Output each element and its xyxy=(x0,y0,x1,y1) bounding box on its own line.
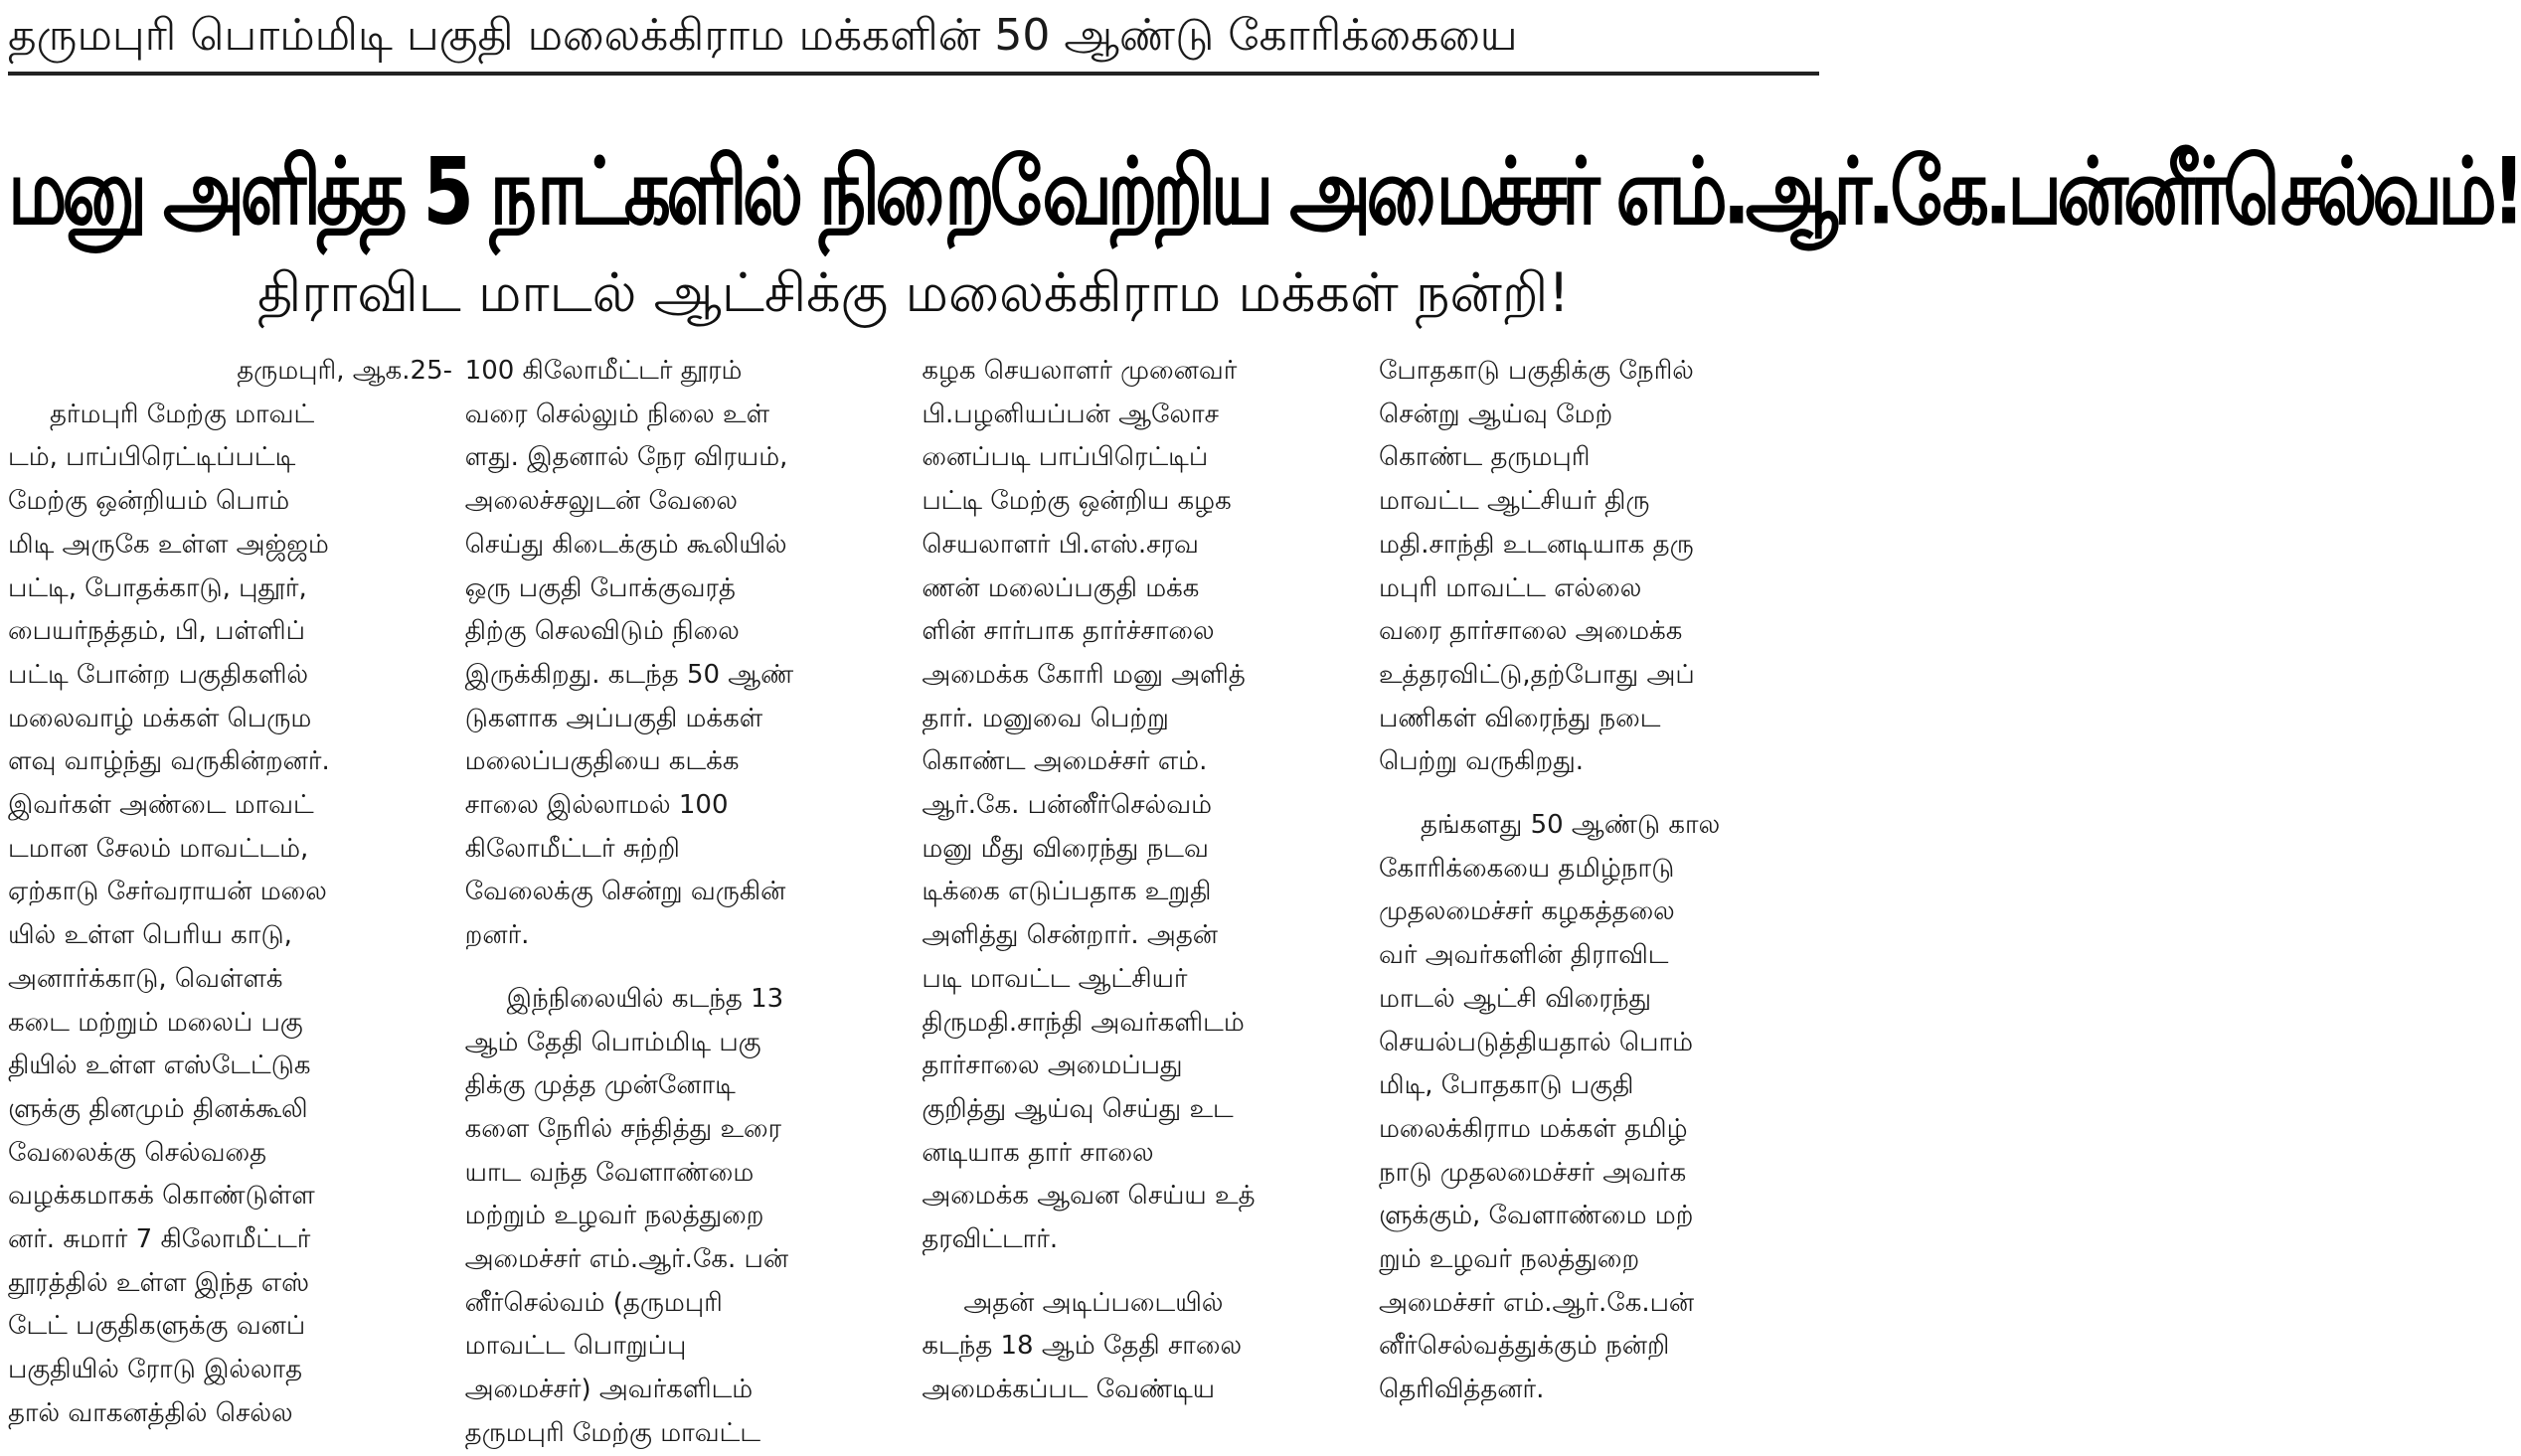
article-line: தூரத்தில் உள்ள இந்த எஸ் xyxy=(8,1267,310,1298)
article-line: ணன் மலைப்பகுதி மக்க xyxy=(922,572,1200,603)
main-headline: மனு அளித்த 5 நாட்களில் நிறைவேற்றிய அமைச்சர் எம்.ஆர்.கே.பன்னீர்செல்வம்! xyxy=(8,138,2521,245)
article-line: அளித்து சென்றார். அதன் xyxy=(922,920,1218,951)
article-line: அனார்க்காடு, வெள்ளக் xyxy=(8,963,283,994)
article-line: தெரிவித்தனர். xyxy=(1378,1375,1545,1405)
article-line: பையர்நத்தம், பி, பள்ளிப் xyxy=(8,616,305,647)
article-line: பணிகள் விரைந்து நடை xyxy=(1378,703,1661,733)
article-line: மேற்கு ஒன்றியம் பொம் xyxy=(8,486,290,517)
article-line: ளவு வாழ்ந்து வருகின்றனர். xyxy=(8,746,330,777)
paragraph-gap xyxy=(1379,784,1823,804)
article-line: ஆம் தேதி பொம்மிடி பகு xyxy=(464,1027,761,1057)
article-line: பட்டி மேற்கு ஒன்றிய கழக xyxy=(922,486,1232,517)
article-line: ளது. இதனால் நேர விரயம், xyxy=(464,442,788,473)
article-line: றும் உழவர் நலத்துறை xyxy=(1378,1244,1640,1275)
article-line: செயலாளர் பி.எஸ்.சரவ xyxy=(922,529,1199,560)
article-line: டேட் பகுதிகளுக்கு வனப் xyxy=(8,1311,306,1342)
article-line: ஒரு பகுதி போக்குவரத் xyxy=(464,572,736,603)
article-line: ளுக்கும், வேளாண்மை மற் xyxy=(1378,1201,1694,1231)
article-line: திற்கு செலவிடும் நிலை xyxy=(464,616,740,647)
article-line: யாட வந்த வேளாண்மை xyxy=(464,1157,755,1188)
article-line: செய்து கிடைக்கும் கூலியில் xyxy=(464,529,787,560)
article-line: களை நேரில் சந்தித்து உரை xyxy=(464,1113,782,1144)
article-line: மனு மீது விரைந்து நடவ xyxy=(922,833,1209,864)
article-line: மலைக்கிராம மக்கள் தமிழ் xyxy=(1378,1113,1688,1144)
article-line: மற்றும் உழவர் நலத்துறை xyxy=(464,1201,764,1231)
article-column-3 xyxy=(922,350,1366,1405)
article-line: மலைவாழ் மக்கள் பெரும xyxy=(8,703,312,733)
article-line: மிடி, போதகாடு பகுதி xyxy=(1378,1070,1634,1101)
article-line: தருமபுரி மேற்கு மாவட்ட xyxy=(464,1417,761,1448)
article-line: மலைப்பகுதியை கடக்க xyxy=(464,746,740,777)
article-line: அலைச்சலுடன் வேலை xyxy=(464,486,739,517)
header-rule xyxy=(8,72,1819,76)
article-line: திருமதி.சாந்தி அவர்களிடம் xyxy=(922,1007,1245,1038)
article-line: தார்சாலை அமைப்பது xyxy=(922,1051,1183,1081)
article-line: தரவிட்டார். xyxy=(922,1224,1059,1255)
article-line: வழக்கமாகக் கொண்டுள்ள xyxy=(8,1181,315,1212)
article-column-4 xyxy=(1378,350,1823,1405)
article-line: டிக்கை எடுப்பதாக உறுதி xyxy=(922,877,1212,907)
article-line: சாலை இல்லாமல் 100 xyxy=(464,790,729,821)
article-line: உத்தரவிட்டு,தற்போது அப் xyxy=(1378,659,1695,690)
article-line: தார். மனுவை பெற்று xyxy=(922,703,1169,733)
article-line: வரை செல்லும் நிலை உள் xyxy=(464,399,770,429)
article-line: ஆர்.கே. பன்னீர்செல்வம் xyxy=(922,790,1213,821)
article-line: தியில் உள்ள எஸ்டேட்டுக xyxy=(8,1051,311,1081)
article-line: அமைச்சர்) அவர்களிடம் xyxy=(464,1375,754,1405)
article-column-2 xyxy=(464,350,910,1448)
article-line: மாவட்ட பொறுப்பு xyxy=(464,1331,687,1362)
article-line: நாடு முதலமைச்சர் அவர்க xyxy=(1378,1157,1687,1188)
article-line: அமைச்சர் எம்.ஆர்.கே.பன் xyxy=(1378,1287,1695,1318)
article-line: ஏற்காடு சேர்வராயன் மலை xyxy=(8,877,327,907)
article-line: டுகளாக அப்பகுதி மக்கள் xyxy=(464,703,763,733)
article-line: திக்கு முத்த முன்னோடி xyxy=(464,1070,736,1101)
article-line: னடியாக தார் சாலை xyxy=(922,1137,1154,1168)
article-line: கொண்ட தருமபுரி xyxy=(1378,442,1591,473)
article-line: கிலோமீட்டர் சுற்றி xyxy=(464,833,680,864)
article-line: பி.பழனியப்பன் ஆலோச xyxy=(922,399,1220,429)
article-line: கழக செயலாளர் முனைவர் xyxy=(922,356,1238,386)
dateline: தருமபுரி, ஆக.25- xyxy=(237,356,452,386)
article-line: தால் வாகனத்தில் செல்ல xyxy=(8,1397,293,1428)
article-line: ளுக்கு தினமும் தினக்கூலி xyxy=(8,1093,308,1124)
article-line: இருக்கிறது. கடந்த 50 ஆண் xyxy=(464,659,794,690)
article-line: ளின் சார்பாக தார்ச்சாலை xyxy=(922,616,1215,647)
article-line: னீர்செல்வம் (தருமபுரி xyxy=(464,1287,723,1318)
article-column-1 xyxy=(8,350,452,1428)
article-line: தங்களது 50 ஆண்டு கால xyxy=(1420,810,1721,841)
article-line: இந்நிலையில் கடந்த 13 xyxy=(506,983,784,1014)
article-line: வரை தார்சாலை அமைக்க xyxy=(1378,616,1683,647)
article-line: டம், பாப்பிரெட்டிப்பட்டி xyxy=(8,442,296,473)
article-line: னர். சுமார் 7 கிலோமீட்டர் xyxy=(8,1224,311,1255)
article-line: அமைக்கப்பட வேண்டிய xyxy=(922,1375,1216,1405)
article-line: அதன் அடிப்படையில் xyxy=(963,1287,1224,1318)
article-line: படி மாவட்ட ஆட்சியர் xyxy=(922,963,1188,994)
article-line: பெற்று வருகிறது. xyxy=(1378,746,1585,777)
article-line: அமைக்க ஆவன செய்ய உத் xyxy=(922,1181,1256,1212)
article-line: வேலைக்கு சென்று வருகின் xyxy=(464,877,786,907)
article-line: கோரிக்கையை தமிழ்நாடு xyxy=(1378,853,1675,884)
article-line: 100 கிலோமீட்டர் தூரம் xyxy=(464,356,743,386)
article-line: அமைச்சர் எம்.ஆர்.கே. பன் xyxy=(464,1244,789,1275)
article-line: னைப்படி பாப்பிரெட்டிப் xyxy=(922,442,1209,473)
article-line: செயல்படுத்தியதால் பொம் xyxy=(1378,1027,1694,1057)
article-line: டமான சேலம் மாவட்டம், xyxy=(8,833,309,864)
article-line: றனர். xyxy=(464,920,530,951)
article-line: பட்டி, போதக்காடு, புதூர், xyxy=(8,572,307,603)
article-line: அமைக்க கோரி மனு அளித் xyxy=(922,659,1246,690)
article-line: கடந்த 18 ஆம் தேதி சாலை xyxy=(922,1331,1243,1362)
article-line: மபுரி மாவட்ட எல்லை xyxy=(1378,572,1642,603)
article-line: போதகாடு பகுதிக்கு நேரில் xyxy=(1378,356,1694,386)
article-line: சென்று ஆய்வு மேற் xyxy=(1378,399,1613,429)
article-line: மதி.சாந்தி உடனடியாக தரு xyxy=(1378,529,1694,560)
sub-headline: திராவிட மாடல் ஆட்சிக்கு மலைக்கிராம மக்கள் நன்றி! xyxy=(257,261,1570,324)
article-line: வர் அவர்களின் திராவிட xyxy=(1378,940,1669,971)
article-line: மாவட்ட ஆட்சியர் திரு xyxy=(1378,486,1650,517)
article-line: வேலைக்கு செல்வதை xyxy=(8,1137,267,1168)
article-line: பகுதியில் ரோடு இல்லாத xyxy=(8,1355,303,1385)
article-line: கடை மற்றும் மலைப் பகு xyxy=(8,1007,303,1038)
paragraph-gap xyxy=(922,1262,1366,1282)
article-body xyxy=(8,350,1823,1448)
article-line: யில் உள்ள பெரிய காடு, xyxy=(8,920,292,951)
paragraph-gap xyxy=(465,958,910,978)
kicker-headline: தருமபுரி பொம்மிடி பகுதி மலைக்கிராம மக்களின் 50 ஆண்டு கோரிக்கையை xyxy=(8,10,1518,61)
article-line: இவர்கள் அண்டை மாவட் xyxy=(8,790,314,821)
article-line: கொண்ட அமைச்சர் எம். xyxy=(922,746,1208,777)
article-line: முதலமைச்சர் கழகத்தலை xyxy=(1378,896,1675,927)
article-line: குறித்து ஆய்வு செய்து உட xyxy=(922,1093,1234,1124)
article-line: பட்டி போன்ற பகுதிகளில் xyxy=(8,659,309,690)
article-line: தர்மபுரி மேற்கு மாவட் xyxy=(50,399,315,429)
article-line: மிடி அருகே உள்ள அஜ்ஜம் xyxy=(8,529,329,560)
article-line: மாடல் ஆட்சி விரைந்து xyxy=(1378,983,1652,1014)
article-line: னீர்செல்வத்துக்கும் நன்றி xyxy=(1378,1331,1670,1362)
